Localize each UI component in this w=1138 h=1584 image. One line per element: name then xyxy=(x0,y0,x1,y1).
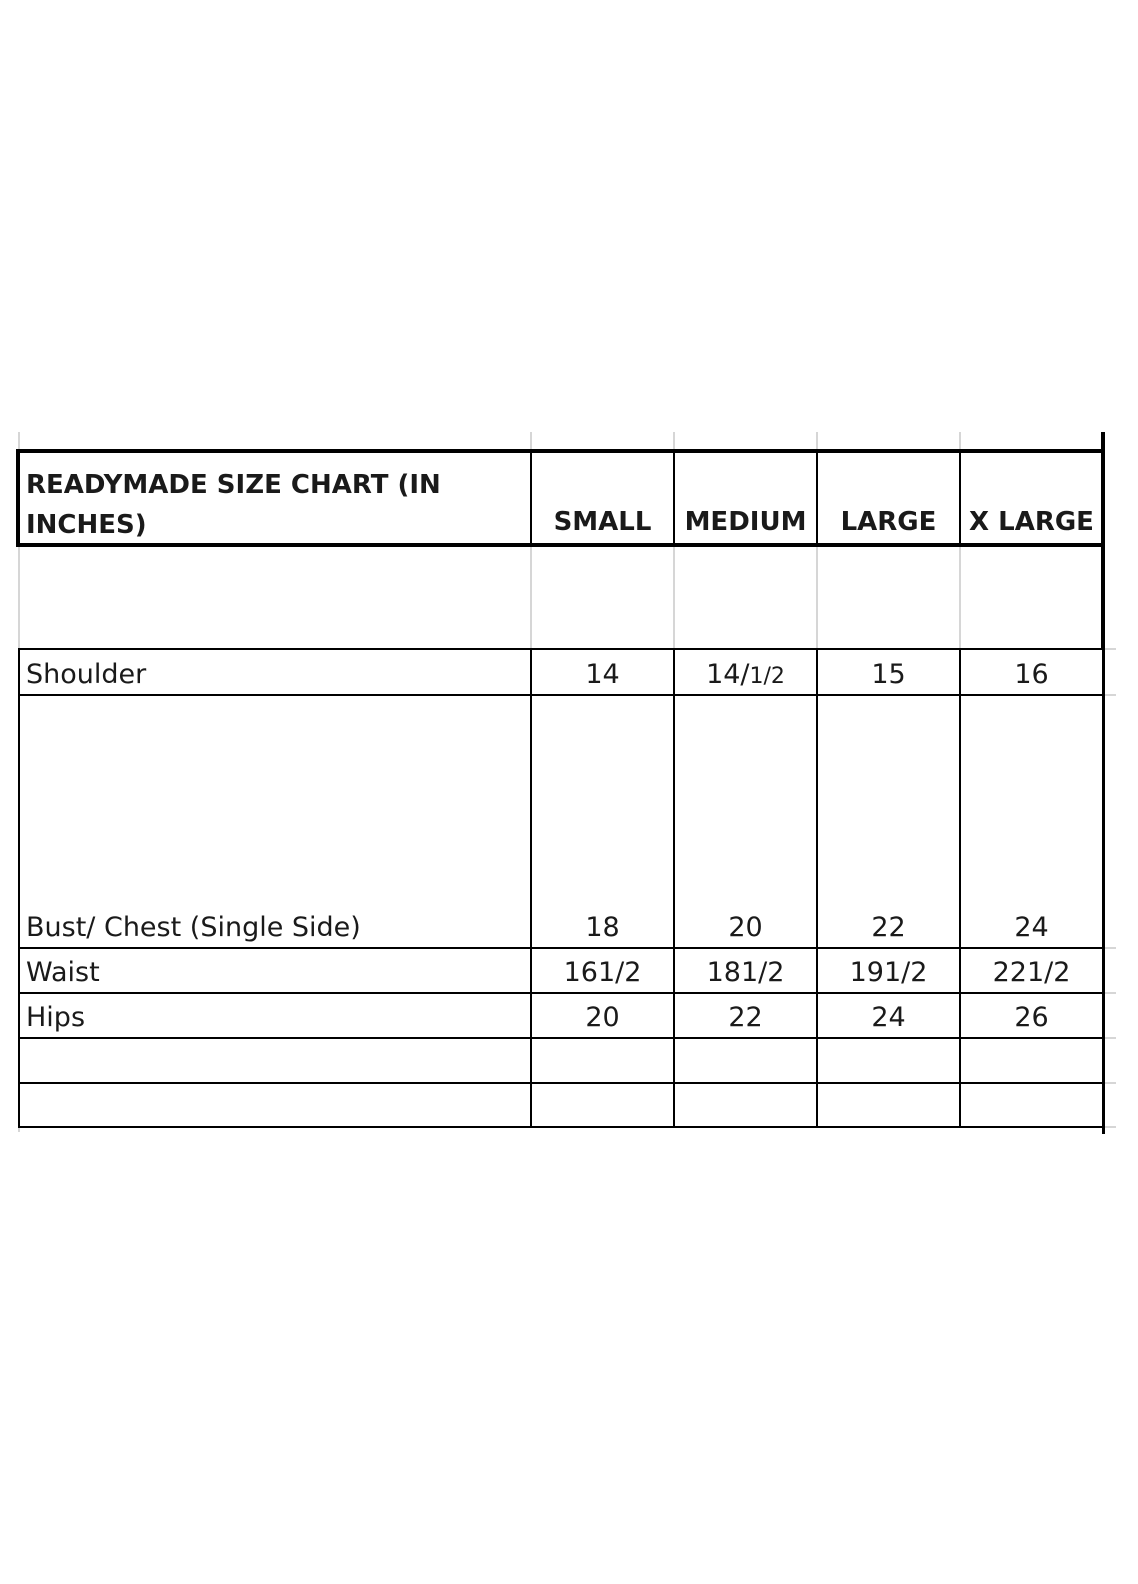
waist-large xyxy=(818,949,959,992)
waist-small xyxy=(532,949,673,992)
hips-medium: 22 xyxy=(728,1002,763,1033)
shoulder-small: 14 xyxy=(585,659,620,690)
gridline xyxy=(673,545,675,649)
waist-medium-whole: 18 xyxy=(706,957,741,988)
gridline xyxy=(1104,947,1116,949)
bust-large: 22 xyxy=(871,912,906,943)
gridline xyxy=(1104,1082,1116,1084)
shoulder-xlarge: 16 xyxy=(1014,659,1049,690)
shoulder-medium-fraction: 1/2 xyxy=(749,664,785,689)
row-label-shoulder: Shoulder xyxy=(26,659,147,690)
column-header-xlarge: X LARGE xyxy=(969,507,1094,537)
bust-medium: 20 xyxy=(728,912,763,943)
waist-large-fraction: 1/2 xyxy=(883,957,928,988)
waist-small-fraction: 1/2 xyxy=(597,957,642,988)
hips-small: 20 xyxy=(585,1002,620,1033)
waist-xlarge-whole: 22 xyxy=(992,957,1027,988)
row-border xyxy=(18,1082,1104,1084)
row-label-waist: Waist xyxy=(26,957,100,988)
bust-xlarge: 24 xyxy=(1014,912,1049,943)
gridline xyxy=(1104,992,1116,994)
column-header-small: SMALL xyxy=(553,507,652,537)
waist-xlarge xyxy=(961,949,1102,992)
row-border xyxy=(18,1037,1104,1039)
gridline xyxy=(1104,648,1116,650)
gridline xyxy=(530,545,532,649)
chart-title: READYMADE SIZE CHART (IN INCHES) xyxy=(26,470,441,541)
waist-large-whole: 19 xyxy=(849,957,884,988)
bust-small: 18 xyxy=(585,912,620,943)
waist-small-whole: 16 xyxy=(563,957,598,988)
shoulder-large: 15 xyxy=(871,659,906,690)
gridline xyxy=(959,545,961,649)
waist-medium xyxy=(675,949,816,992)
waist-xlarge-fraction: 1/2 xyxy=(1026,957,1071,988)
row-label-bust: Bust/ Chest (Single Side) xyxy=(26,912,361,943)
hips-xlarge: 26 xyxy=(1014,1002,1049,1033)
hips-large: 24 xyxy=(871,1002,906,1033)
row-border xyxy=(18,1126,1104,1128)
gridline xyxy=(816,545,818,649)
column-header-medium: MEDIUM xyxy=(684,507,807,537)
column-border xyxy=(1102,648,1105,1134)
row-label-hips: Hips xyxy=(26,1002,86,1033)
column-header-large: LARGE xyxy=(840,507,937,537)
gridline xyxy=(1104,1037,1116,1039)
gridline xyxy=(1104,694,1116,696)
shoulder-medium xyxy=(675,650,816,694)
shoulder-medium-whole: 14/ xyxy=(706,659,750,690)
gridline xyxy=(1104,1126,1116,1128)
waist-medium-fraction: 1/2 xyxy=(740,957,785,988)
